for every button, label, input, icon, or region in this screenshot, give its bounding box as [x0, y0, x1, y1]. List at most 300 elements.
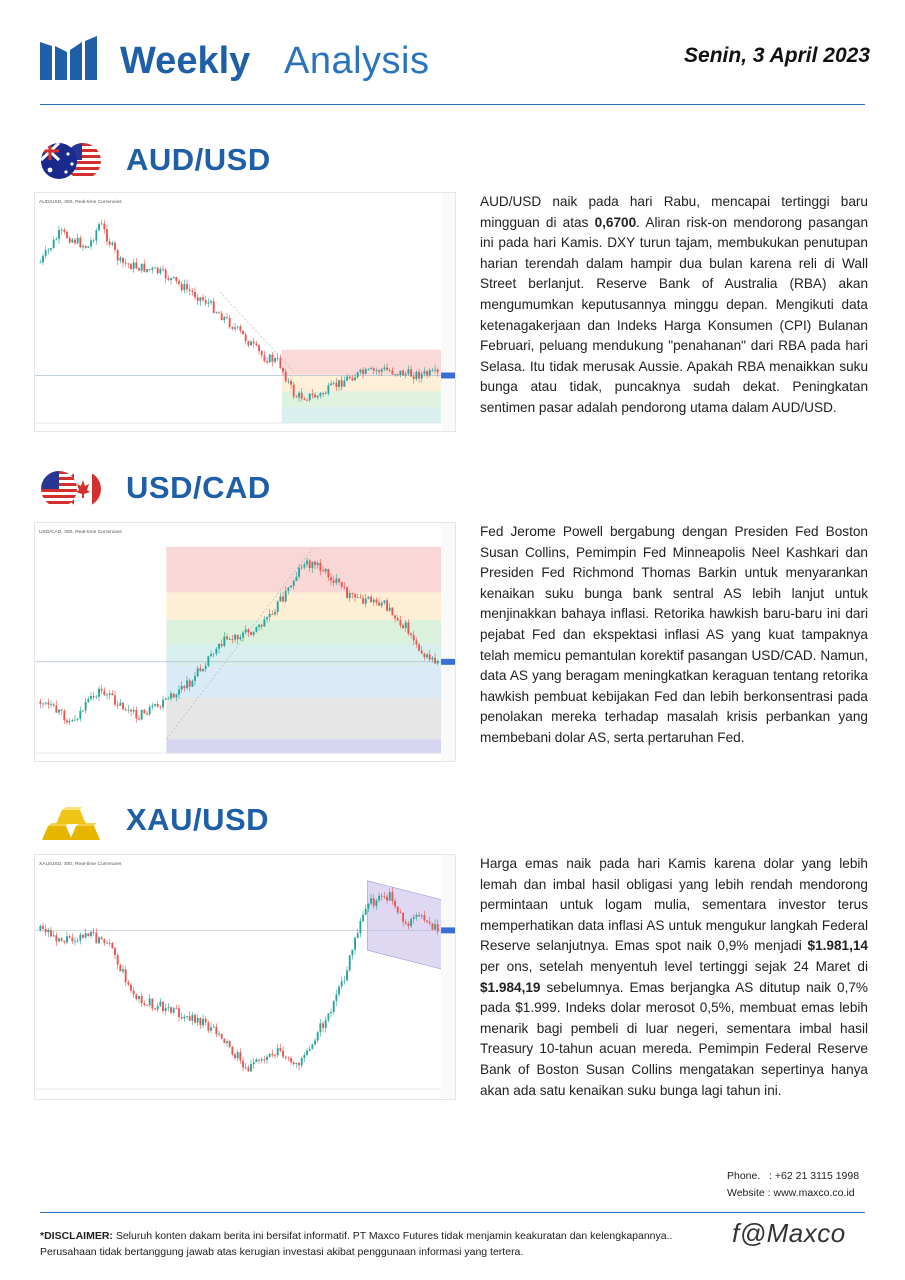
candle-body — [178, 281, 180, 284]
candle-body — [77, 238, 79, 243]
candle-body — [170, 1007, 172, 1012]
candle-body — [367, 904, 369, 909]
candle-body — [407, 923, 409, 925]
xau-usd-high-price: $1.984,19 — [480, 979, 541, 995]
candle-body — [218, 644, 220, 649]
candle-body — [157, 1006, 159, 1010]
candle-body — [354, 938, 356, 950]
candle-body — [247, 341, 249, 345]
candle-body — [261, 625, 263, 627]
candle-body — [255, 627, 257, 632]
candle-body — [210, 654, 212, 656]
candle-body — [239, 637, 241, 639]
candle-body — [242, 331, 244, 335]
candle-body — [391, 371, 393, 374]
candle-body — [45, 250, 47, 256]
candle-body — [333, 383, 335, 384]
candle-body — [370, 597, 372, 603]
candle-body — [117, 705, 119, 706]
candle-body — [293, 581, 295, 586]
candle-body — [170, 693, 172, 698]
usd-cad-text-part: Fed Jerome Powell bergabung dengan Presiden Fed Boston Susan Collins, Pemimpin Fed Minneapolis Neel Kashkari dan Presiden Fed Richmond Thomas Barkin untuk menyarankan kenaikan suku bunga bank sentral AS lebih lanjut untuk menjinakkan bahaya inflasi. Retorika hawkish baru-baru ini dari pejabat Fed dan ekspektasi inflasi AS yang kuat tampaknya telah memicu pemantulan korektif pasangan USD/CAD. Namun, data AS yang beragam meningkatkan keraguan tentang retorika hawkish pembuat kebijakan Fed dan lebih berkonsentrasi pada penolakan mereka terhadap masalah krisis perbankan yang membebani dolar AS, serta pertaruhan Fed. — [480, 524, 868, 745]
candle-body — [165, 699, 167, 700]
candle-body — [229, 318, 231, 327]
candle-body — [311, 394, 313, 395]
candle-body — [266, 1057, 268, 1060]
candle-body — [234, 635, 236, 640]
candle-body — [418, 915, 420, 916]
candle-body — [53, 704, 55, 705]
candle-body — [205, 1019, 207, 1023]
candle-body — [82, 935, 84, 938]
gold-bars-icon — [40, 800, 102, 842]
candle-body — [47, 930, 49, 932]
maxco-brand-watermark: f@Maxco — [732, 1218, 846, 1248]
candle-body — [82, 710, 84, 711]
candle-body — [274, 358, 276, 362]
candle-body — [157, 268, 159, 273]
candle-body — [298, 568, 300, 577]
candle-body — [143, 264, 145, 272]
candle-body — [189, 680, 191, 686]
candle-body — [415, 372, 417, 379]
candle-body — [423, 653, 425, 657]
candle-body — [295, 1063, 297, 1064]
candle-body — [386, 368, 388, 371]
candle-body — [63, 230, 65, 232]
candle-body — [250, 342, 252, 346]
candle-body — [274, 612, 276, 614]
candle-body — [413, 917, 415, 919]
candle-body — [375, 600, 377, 603]
candle-body — [66, 720, 68, 722]
candle-body — [389, 370, 391, 371]
candle-body — [197, 668, 199, 676]
candle-body — [143, 710, 145, 714]
candle-body — [303, 399, 305, 400]
candle-body — [197, 297, 199, 301]
candle-body — [405, 922, 407, 924]
candle-body — [82, 246, 84, 247]
candle-body — [405, 374, 407, 376]
candle-body — [146, 269, 148, 272]
candle-body — [431, 923, 433, 929]
candle-body — [138, 996, 140, 999]
candle-body — [98, 224, 100, 230]
candle-body — [87, 246, 89, 247]
usd-cad-analysis-text — [480, 522, 868, 749]
candle-body — [85, 702, 87, 711]
candle-body — [431, 658, 433, 660]
candle-body — [223, 1039, 225, 1043]
candle-body — [279, 1048, 281, 1051]
candle-body — [213, 653, 215, 654]
candle-body — [333, 580, 335, 582]
candle-body — [343, 981, 345, 982]
candle-body — [367, 369, 369, 370]
candle-body — [301, 393, 303, 399]
candle-body — [293, 385, 295, 397]
candle-body — [306, 1051, 308, 1055]
candle-body — [349, 955, 351, 970]
candle-body — [357, 372, 359, 377]
candle-body — [109, 242, 111, 245]
candle-body — [125, 969, 127, 982]
candle-body — [290, 381, 292, 385]
candle-body — [130, 985, 132, 991]
footer-divider — [40, 1212, 865, 1213]
candle-body — [74, 240, 76, 244]
candle-body — [237, 635, 239, 639]
candle-body — [151, 706, 153, 708]
candle-body — [109, 943, 111, 944]
phone-row — [727, 1168, 859, 1185]
section-title-xau-usd: XAU/USD — [126, 802, 270, 837]
candle-body — [186, 680, 188, 688]
candle-body — [437, 924, 439, 931]
candle-body — [149, 269, 151, 270]
candle-body — [103, 691, 105, 695]
title-analysis: Analysis — [284, 40, 430, 82]
candle-body — [71, 240, 73, 243]
candle-body — [338, 987, 340, 995]
candle-body — [191, 291, 193, 292]
candle-body — [178, 1008, 180, 1017]
candle-body — [154, 704, 156, 706]
website-label: Website — [727, 1187, 765, 1199]
candle-body — [186, 284, 188, 289]
candle-body — [66, 232, 68, 238]
candle-body — [322, 1023, 324, 1028]
candle-body — [50, 704, 52, 705]
candle-body — [421, 374, 423, 379]
candle-body — [322, 570, 324, 571]
candle-body — [93, 696, 95, 697]
disclaimer — [40, 1228, 730, 1260]
candle-body — [437, 661, 439, 664]
candle-body — [282, 596, 284, 601]
candle-body — [365, 369, 367, 374]
candle-body — [301, 568, 303, 569]
candle-body — [239, 1052, 241, 1060]
candle-body — [122, 703, 124, 710]
candle-body — [429, 655, 431, 660]
candle-body — [394, 615, 396, 618]
candle-body — [39, 262, 41, 263]
candle-body — [354, 594, 356, 597]
candle-body — [154, 268, 156, 269]
candle-body — [159, 1002, 161, 1006]
candle-body — [317, 1032, 319, 1040]
candle-body — [271, 614, 273, 615]
candle-body — [98, 937, 100, 943]
candle-body — [381, 603, 383, 606]
candle-body — [397, 374, 399, 375]
candle-body — [114, 695, 116, 704]
candle-body — [413, 376, 415, 379]
candle-body — [335, 383, 337, 387]
candle-body — [183, 1017, 185, 1019]
candle-body — [383, 897, 385, 898]
candle-body — [53, 935, 55, 936]
candle-body — [119, 258, 121, 261]
candle-body — [103, 939, 105, 943]
candle-body — [437, 370, 439, 372]
candle-body — [309, 394, 311, 400]
candle-body — [210, 301, 212, 302]
candle-body — [365, 599, 367, 604]
candle-body — [330, 1012, 332, 1013]
candle-body — [149, 999, 151, 1006]
candle-body — [274, 1055, 276, 1056]
candle-body — [359, 597, 361, 598]
candle-body — [383, 600, 385, 602]
candle-body — [66, 936, 68, 942]
candle-body — [127, 710, 129, 711]
candle-body — [263, 619, 265, 626]
candle-body — [410, 369, 412, 376]
candle-body — [111, 943, 113, 948]
candle-body — [61, 710, 63, 711]
candle-body — [389, 608, 391, 611]
candle-body — [426, 655, 428, 658]
candle-body — [357, 933, 359, 937]
candle-body — [226, 637, 228, 640]
candle-body — [167, 279, 169, 280]
candle-body — [429, 370, 431, 375]
candle-body — [167, 699, 169, 700]
candle-body — [325, 393, 327, 394]
candle-body — [365, 909, 367, 915]
candle-body — [207, 303, 209, 304]
candle-body — [250, 1064, 252, 1071]
candle-body — [287, 381, 289, 382]
candle-body — [306, 560, 308, 564]
candle-body — [207, 656, 209, 666]
bar-chart-logo-icon — [40, 36, 98, 80]
candle-body — [285, 1057, 287, 1058]
candle-body — [258, 1060, 260, 1061]
candle-body — [279, 596, 281, 601]
candle-body — [258, 625, 260, 627]
candle-body — [122, 258, 124, 263]
candle-body — [242, 1061, 244, 1068]
candle-body — [50, 930, 52, 936]
candle-body — [338, 380, 340, 387]
candle-body — [330, 384, 332, 386]
candle-body — [215, 649, 217, 654]
candle-body — [415, 640, 417, 644]
candle-body — [306, 400, 308, 401]
candle-body — [229, 639, 231, 640]
candle-body — [271, 1054, 273, 1055]
candle-body — [39, 926, 41, 930]
candle-body — [255, 1060, 257, 1063]
candle-body — [298, 1063, 300, 1065]
candle-body — [269, 355, 271, 363]
aud-usd-analysis-text — [480, 192, 868, 419]
candle-body — [135, 710, 137, 718]
candle-body — [303, 1055, 305, 1058]
candle-body — [205, 666, 207, 669]
candle-body — [375, 370, 377, 371]
candle-body — [58, 230, 60, 239]
candle-body — [245, 1067, 247, 1068]
candle-body — [407, 369, 409, 373]
candle-body — [279, 358, 281, 368]
candle-body — [162, 700, 164, 708]
candle-body — [90, 240, 92, 246]
candle-body — [359, 370, 361, 372]
candle-body — [263, 1059, 265, 1060]
candle-body — [165, 270, 167, 279]
candle-body — [261, 351, 263, 355]
candle-body — [349, 593, 351, 598]
candle-body — [317, 396, 319, 398]
candle-body — [383, 368, 385, 370]
candle-body — [423, 915, 425, 920]
candle-body — [189, 1016, 191, 1021]
candle-body — [165, 1008, 167, 1011]
candle-body — [63, 711, 65, 720]
usd-cad-price-chart — [34, 522, 456, 762]
candle-body — [79, 238, 81, 247]
candle-body — [207, 1023, 209, 1031]
xau-usd-analysis-text — [480, 854, 868, 1101]
candle-body — [370, 368, 372, 369]
candle-body — [269, 1054, 271, 1057]
candle-body — [309, 560, 311, 568]
candle-body — [141, 710, 143, 720]
candle-body — [58, 710, 60, 713]
candle-body — [247, 629, 249, 632]
candle-body — [127, 263, 129, 264]
candle-body — [421, 651, 423, 654]
candle-body — [205, 300, 207, 304]
candle-body — [333, 1001, 335, 1012]
candle-body — [341, 582, 343, 587]
candle-body — [325, 569, 327, 571]
candle-body — [402, 371, 404, 376]
candle-body — [266, 617, 268, 619]
candle-body — [426, 371, 428, 375]
aud-usd-price-chart — [34, 192, 456, 432]
candle-body — [418, 372, 420, 379]
candle-body — [258, 345, 260, 351]
candle-body — [314, 1041, 316, 1045]
candle-body — [55, 239, 57, 240]
candle-body — [58, 938, 60, 941]
candle-body — [346, 377, 348, 381]
disclaimer-text: Seluruh konten dakam berita ini bersifat informatif. PT Maxco Futures tidak menjamin keakuratan dan kelengkapannya.. Perusahaan tidak bertanggung jawab atas kerugian investasi akibat penggunaan informasi yang tertera. — [40, 1230, 673, 1258]
candle-body — [226, 1041, 228, 1043]
candle-body — [125, 263, 127, 264]
candle-body — [175, 695, 177, 698]
candle-body — [359, 921, 361, 933]
candle-body — [95, 933, 97, 943]
candle-body — [314, 395, 316, 398]
xau-usd-text-part: sebelumnya. Emas berjangka AS ditutup naik 0,7% pada $1.999. Indeks dolar merosot 0,5%, membuat emas lebih menarik bagi pembeli di luar negeri, sementara imbal hasil Treasury 10-tahun acuan mereda. Pemimpin Federal Reserve Bank of Boston Susan Collins mengatakan sepertinya hanya akan ada satu kenaikan suku bunga lagi tahun ini. — [480, 979, 868, 1098]
candle-body — [351, 593, 353, 594]
candle-body — [277, 358, 279, 359]
candle-body — [55, 705, 57, 712]
candle-body — [362, 915, 364, 921]
us-canada-flags-icon — [40, 468, 102, 510]
candle-body — [410, 634, 412, 635]
candle-body — [202, 297, 204, 300]
candle-body — [357, 597, 359, 598]
candle-body — [87, 699, 89, 702]
aud-usd-text-part: AUD/USD naik pada hari Rabu, mencapai tertinggi baru mingguan di atas — [480, 194, 868, 230]
candle-body — [277, 1048, 279, 1055]
candle-body — [410, 919, 412, 926]
candle-body — [181, 1017, 183, 1018]
candle-body — [194, 676, 196, 681]
website-value[interactable]: : www.maxco.co.id — [767, 1187, 855, 1199]
candle-body — [346, 970, 348, 980]
candle-body — [381, 369, 383, 372]
aud-usd-level-highlight: 0,6700 — [594, 214, 637, 230]
candle-body — [434, 658, 436, 664]
candle-body — [399, 913, 401, 914]
candle-body — [141, 996, 143, 1003]
candle-body — [109, 693, 111, 694]
candle-body — [303, 564, 305, 567]
xau-usd-text-part: per ons, setelah menyentuh level tertinggi sejak 24 Maret di — [480, 958, 868, 974]
candle-body — [399, 371, 401, 375]
candle-body — [375, 900, 377, 906]
candle-body — [223, 637, 225, 646]
candle-body — [74, 720, 76, 721]
candle-body — [319, 1023, 321, 1032]
candle-body — [242, 632, 244, 637]
candle-body — [221, 313, 223, 320]
candle-body — [77, 719, 79, 720]
candle-body — [95, 697, 97, 698]
candle-body — [90, 932, 92, 936]
candle-body — [45, 702, 47, 703]
candle-body — [338, 579, 340, 582]
candle-body — [285, 591, 287, 602]
candle-body — [45, 929, 47, 932]
candle-body — [114, 243, 116, 250]
candle-body — [319, 393, 321, 396]
candle-body — [202, 1019, 204, 1025]
candle-body — [373, 898, 375, 905]
candle-body — [125, 709, 127, 710]
candle-body — [247, 1067, 249, 1071]
candle-body — [71, 720, 73, 721]
candle-body — [39, 702, 41, 704]
candle-body — [381, 896, 383, 897]
candle-body — [218, 1034, 220, 1035]
candle-body — [266, 361, 268, 362]
candle-body — [295, 577, 297, 581]
candle-body — [418, 644, 420, 650]
candle-body — [245, 629, 247, 632]
candle-body — [309, 1049, 311, 1051]
candle-body — [434, 924, 436, 929]
candle-body — [101, 224, 103, 225]
candle-body — [74, 941, 76, 942]
candle-body — [389, 892, 391, 900]
header-divider — [40, 104, 865, 105]
candle-body — [69, 721, 71, 722]
candle-body — [215, 1027, 217, 1034]
candle-body — [117, 955, 119, 965]
candle-body — [343, 381, 345, 387]
candle-body — [378, 370, 380, 372]
